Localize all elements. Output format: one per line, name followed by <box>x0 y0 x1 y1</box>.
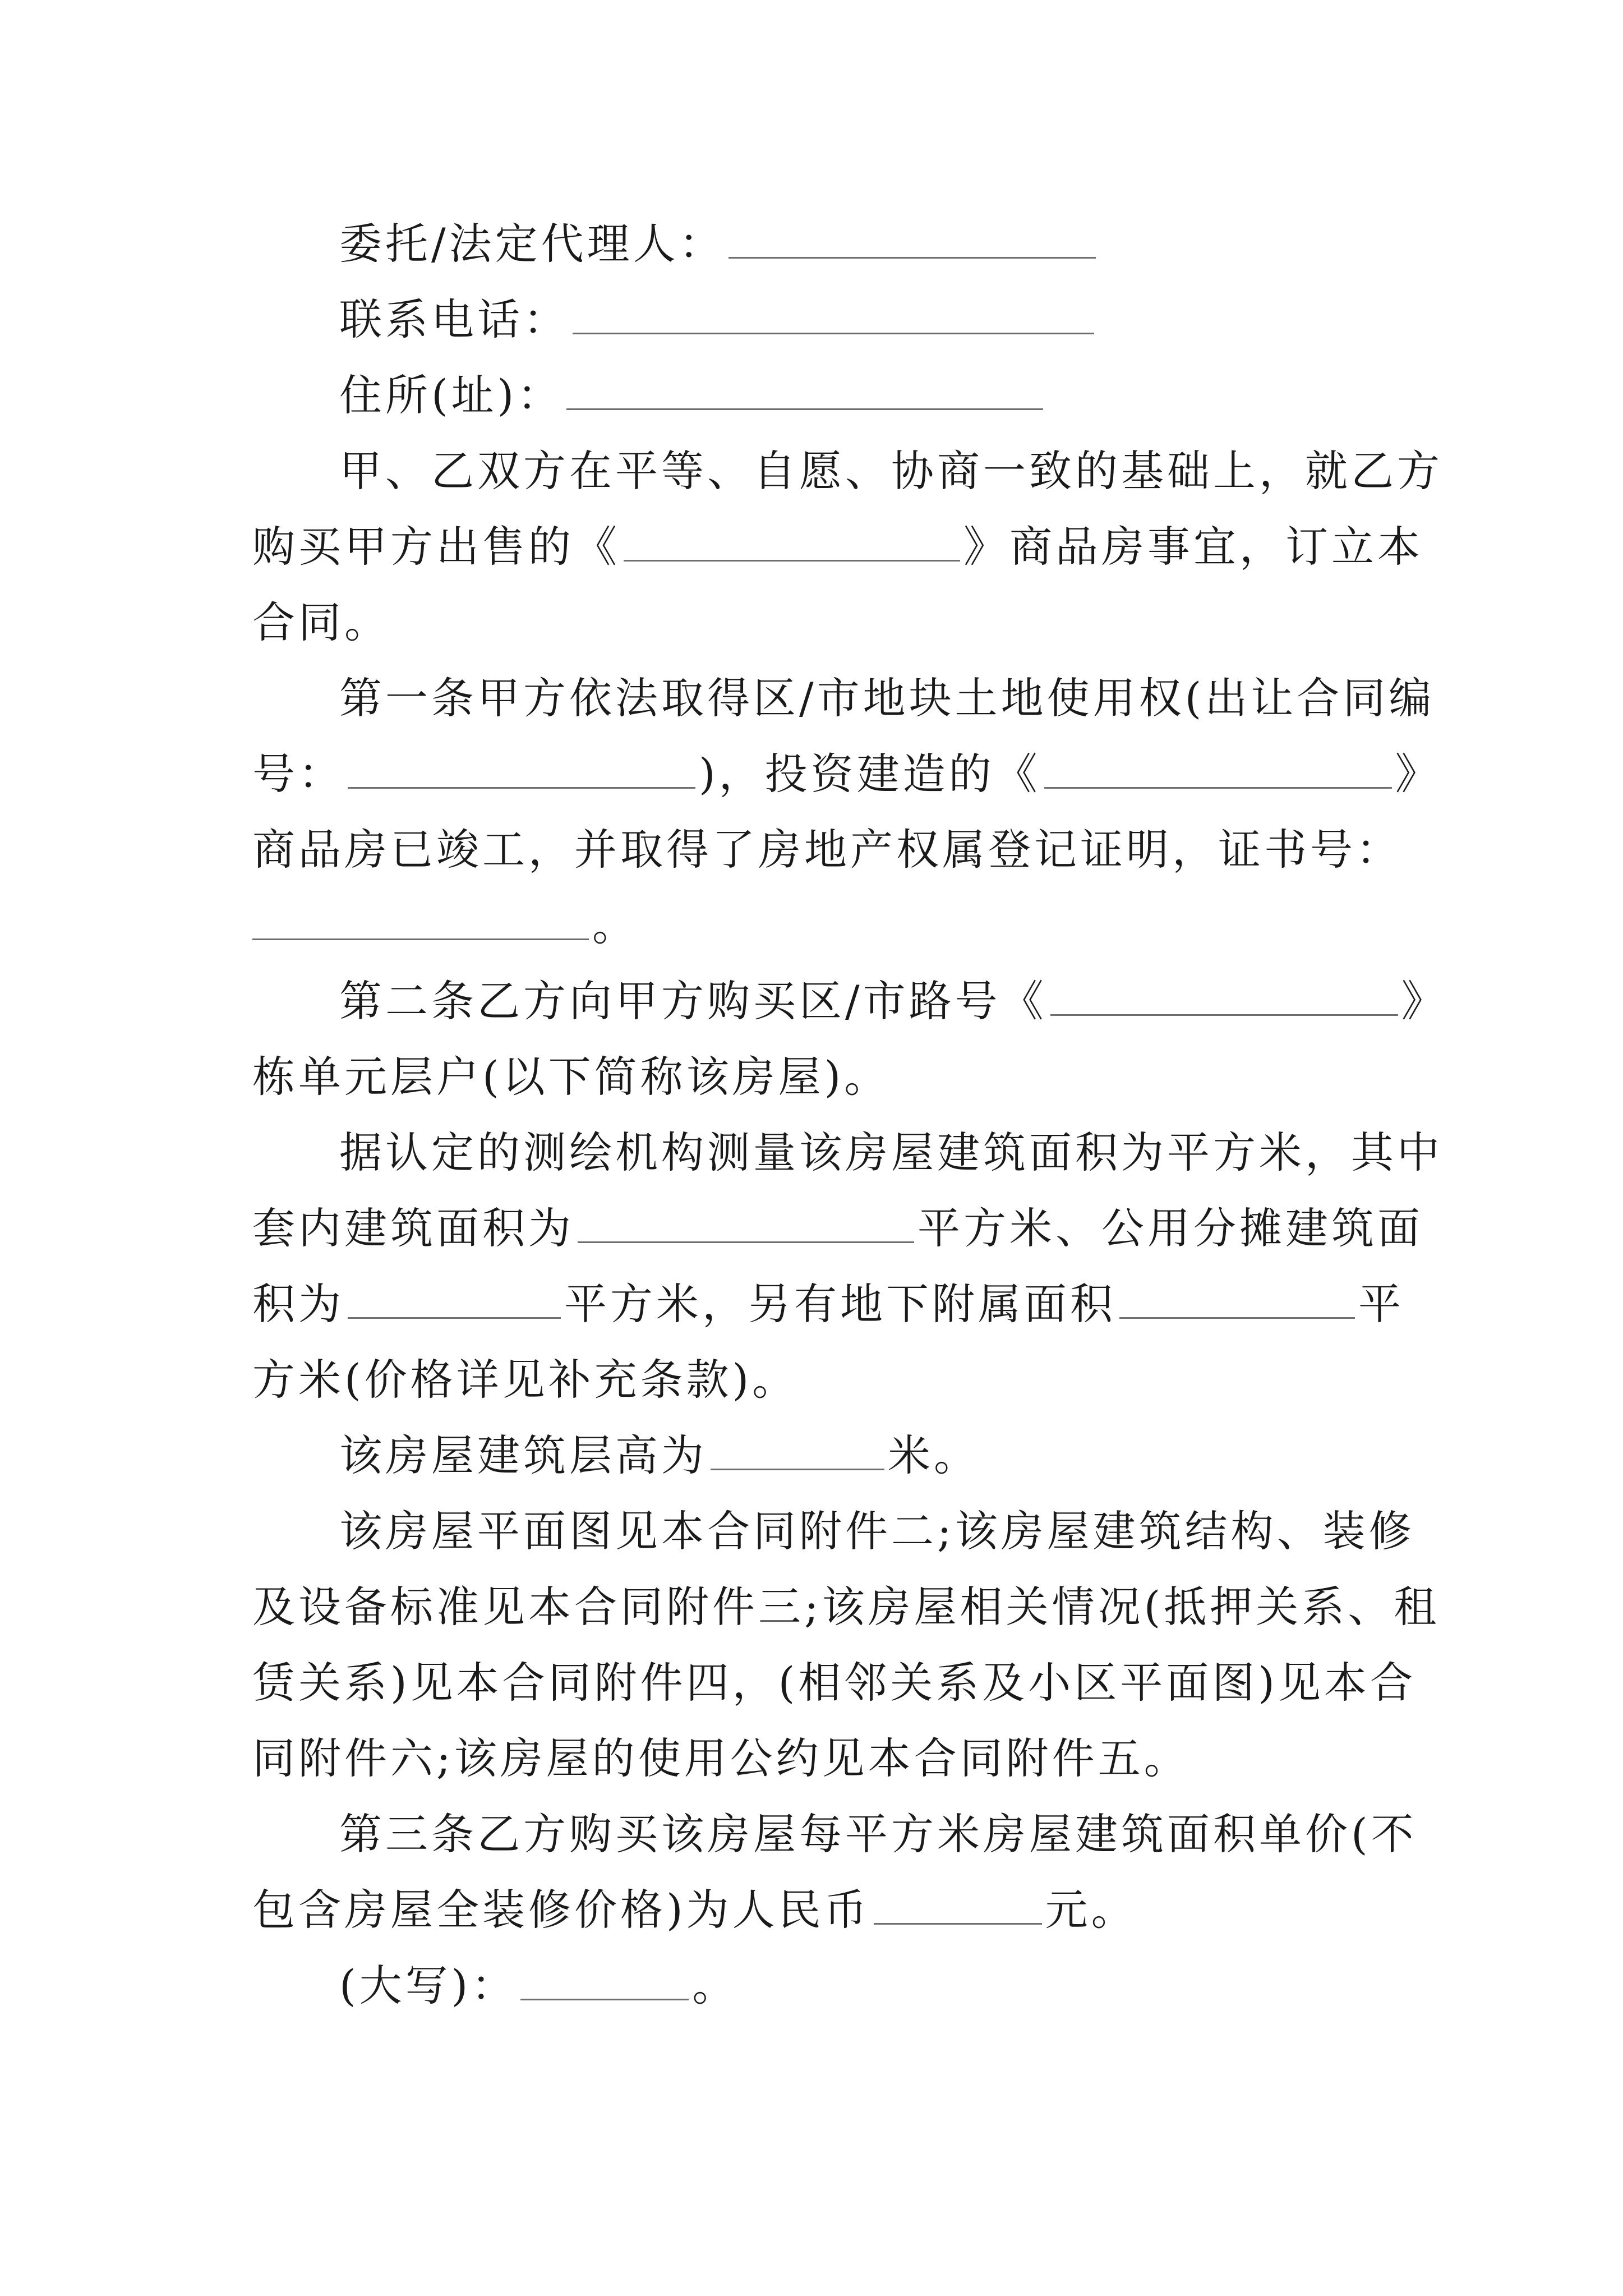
contract-number-blank[interactable] <box>348 752 695 789</box>
area-line <box>252 1355 1396 1405</box>
text-segment: 平 <box>1358 1279 1404 1329</box>
unit-price-blank[interactable] <box>874 1888 1042 1925</box>
basement-area-blank[interactable] <box>1119 1282 1355 1319</box>
paragraph-line <box>339 446 1443 496</box>
text-segment: 该房屋建筑层高为 <box>339 1430 707 1480</box>
agent-blank[interactable] <box>728 222 1096 259</box>
appendix-line <box>252 1733 1396 1784</box>
shared-area-blank[interactable] <box>348 1282 561 1319</box>
text-segment: 赁关系)见本合同附件四，(相邻关系及小区平面图)见本合 <box>252 1658 1416 1708</box>
project-name-blank[interactable] <box>1044 752 1392 789</box>
article-3-line <box>339 1961 1396 2011</box>
text-segment: 购买甲方出售的《 <box>252 522 620 572</box>
property-name-blank[interactable] <box>624 525 960 562</box>
article-3-line <box>339 1809 1417 1860</box>
text-segment: 第三条乙方购买该房屋每平方米房屋建筑面积单价(不 <box>339 1809 1417 1859</box>
phone-line <box>339 295 1396 345</box>
text-segment: 方米(价格详见补充条款)。 <box>252 1355 799 1405</box>
building-name-blank[interactable] <box>1050 979 1398 1016</box>
text-segment: 商品房已竣工，并取得了房地产权属登记证明，证书号： <box>252 825 1402 875</box>
phone-blank[interactable] <box>573 298 1094 334</box>
text-segment: 》 <box>1395 749 1441 799</box>
inner-area-blank[interactable] <box>578 1207 914 1243</box>
text-segment: 及设备标准见本合同附件三;该房屋相关情况(抵押关系、租 <box>252 1582 1440 1632</box>
article-1-line <box>339 673 1435 724</box>
text-segment: 包含房屋全装修价格)为人民币 <box>252 1885 870 1935</box>
text-segment: 》 <box>1401 976 1447 1026</box>
text-segment: 栋单元层户(以下简称该房屋)。 <box>252 1052 891 1102</box>
article-3-line <box>252 1885 1396 1935</box>
text-segment: 米。 <box>888 1430 980 1480</box>
text-segment: 。 <box>692 1961 739 2010</box>
text-segment: 平方米、公用分摊建筑面 <box>917 1203 1423 1253</box>
article-1-line <box>252 749 1441 799</box>
amount-in-words-blank[interactable] <box>520 1964 689 2000</box>
article-1-line <box>252 825 1402 875</box>
article-2-line <box>252 1052 1396 1102</box>
text-segment: 甲、乙双方在平等、自愿、协商一致的基础上，就乙方 <box>339 446 1443 496</box>
appendix-line <box>252 1658 1416 1708</box>
certificate-number-blank[interactable] <box>252 904 589 940</box>
agent-label: 委托/法定代理人： <box>339 219 725 269</box>
text-segment: (大写)： <box>339 1961 518 2010</box>
paragraph-line <box>252 597 1396 648</box>
text-segment: 第一条甲方依法取得区/市地块土地使用权(出让合同编 <box>339 673 1435 723</box>
phone-label: 联系电话： <box>339 295 569 344</box>
text-segment: 号： <box>252 749 344 799</box>
text-segment: 同附件六;该房屋的使用公约见本合同附件五。 <box>252 1733 1190 1783</box>
text-segment: 第二条乙方向甲方购买区/市路号《 <box>339 976 1047 1026</box>
appendix-line <box>339 1506 1415 1557</box>
text-segment: 据认定的测绘机构测量该房屋建筑面积为平方米，其中 <box>339 1128 1443 1177</box>
appendix-line <box>252 1582 1440 1632</box>
paragraph-line <box>252 522 1423 572</box>
text-segment: 平方米，另有地下附属面积 <box>564 1279 1116 1329</box>
area-line <box>252 1279 1404 1329</box>
text-segment: 。 <box>592 900 638 950</box>
address-blank[interactable] <box>566 374 1043 410</box>
area-line <box>252 1203 1423 1254</box>
article-2-line <box>339 976 1447 1027</box>
text-segment: 合同。 <box>252 597 390 647</box>
text-segment: 套内建筑面积为 <box>252 1203 574 1253</box>
address-label: 住所(址)： <box>339 370 564 420</box>
text-segment: 该房屋平面图见本合同附件二;该房屋建筑结构、装修 <box>339 1506 1415 1556</box>
article-1-line <box>252 900 1396 951</box>
height-line <box>339 1430 1396 1481</box>
address-line <box>339 370 1396 421</box>
text-segment: 元。 <box>1045 1885 1137 1935</box>
text-segment: 》商品房事宜，订立本 <box>963 522 1423 572</box>
area-line <box>339 1128 1443 1178</box>
text-segment: )，投资建造的《 <box>699 749 1041 799</box>
floor-height-blank[interactable] <box>711 1434 884 1470</box>
text-segment: 积为 <box>252 1279 344 1329</box>
agent-line <box>339 219 1396 269</box>
